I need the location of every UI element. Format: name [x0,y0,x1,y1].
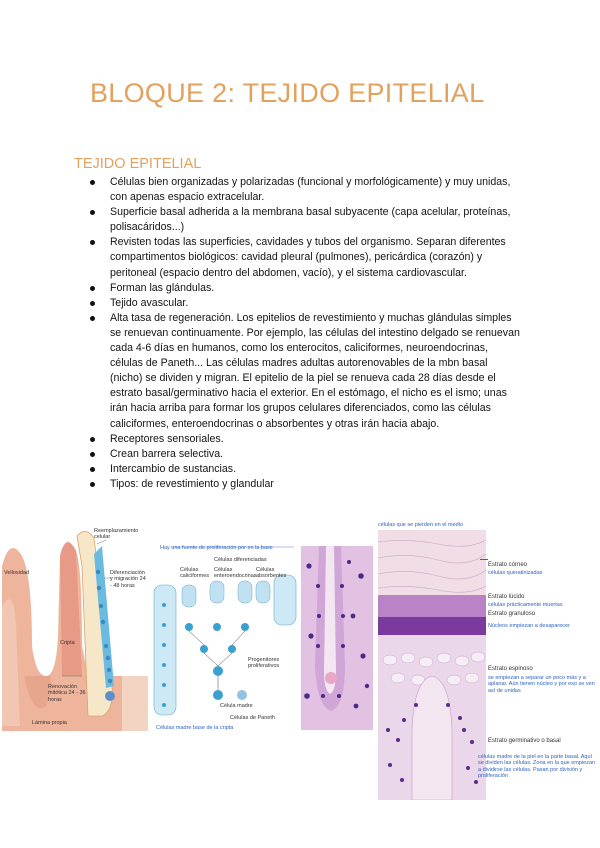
villus-label-replacement: Reemplazamiento celular [94,528,139,541]
villus-label-villus: Vellosidad [4,570,30,576]
stem-label-paneth: Células de Paneth [230,715,275,721]
skin-label-top: células que se pierden en el medio [378,522,464,528]
stem-label-stem: Célula madre [220,703,253,709]
stem-label-top-note: Hay una fuente de proliferación por en la base [160,545,273,551]
skin-label-lucidum: Estrato lúcido [488,594,525,600]
villus-label-lamina: Lámina propia [32,720,67,726]
skin-label-spinosum: Estrato espinoso [488,666,533,672]
bullet-item: Revisten todas las superficies, cavidades y tubos del organismo. Separan diferentes compartimentos biológicos: cavidad pleural (pulmones), pericárdica (corazón) y peritoneal (espacio dentro del abdomen, vacío), y el sistema cardiovascular. [90,235,522,280]
skin-label-granulosum-note: Núcleos empiezan a desaparecer [488,623,570,629]
bullet-item: Células bien organizadas y polarizadas (funcional y morfológicamente) y muy unidas, con apenas espacio extracelular. [90,175,522,205]
skin-label-spinosum-note: se empiezan a separar un poco más y a aplanar. Aún tienen núcleo y por eso se ven así de unidas [488,675,595,694]
page-title: BLOQUE 2: TEJIDO EPITELIAL [90,78,485,108]
skin-label-lucidum-note: células prácticamente muertas [488,602,563,608]
stem-label-differentiated: Células diferenciadas [214,557,267,563]
skin-micrograph-drawing [378,530,486,800]
bullet-item: Tejido avascular. [90,296,522,311]
bullet-item: Receptores sensoriales. [90,432,522,447]
villus-illustration [2,526,148,731]
bullet-item: Intercambio de sustancias. [90,462,522,477]
stem-cell-diagram [152,545,298,735]
skin-annot-line [480,559,488,560]
section-heading: TEJIDO EPITELIAL [74,156,202,172]
skin-annotations [378,520,600,810]
villus-label-renewal: Renovación mitótica 24 - 36 horas [48,684,86,703]
skin-label-corneum-note: células queratinizadas [488,570,543,576]
stem-label-progenitors: Progenitores proliferativos [248,657,280,670]
skin-label-basale-note: células madre de la piel en la parte basal. Aquí se dividen las células. Zona en la que empiezan a dividirse las células. Pasan por división y proliferación [478,754,596,780]
skin-label-basale: Estrato germinativo o basal [488,738,561,744]
bullet-item: Superficie basal adherida a la membrana basal subyacente (capa acelular, proteínas, polisacáridos...) [90,205,522,235]
skin-micrograph [378,530,486,800]
villus-label-differentiation: Diferenciación y migración 24 - 48 horas [110,570,146,589]
villus-label-crypt: Cripta [60,640,75,646]
gland-micrograph [301,546,373,730]
skin-label-granulosum: Estrato granuloso [488,611,536,617]
stem-label-bottom-note: Células madre base de la cripta [156,725,234,731]
bullet-item: Tipos: de revestimiento y glandular [90,477,522,492]
gland-micrograph-drawing [301,546,373,730]
stem-label-goblet: Células caliciformes [180,567,210,580]
bullet-item: Crean barrera selectiva. [90,447,522,462]
bullet-item: Forman las glándulas. [90,281,522,296]
stem-label-enteroendocrine: Células enteroendocrinas [214,567,257,580]
bullet-item: Alta tasa de regeneración. Los epitelios de revestimiento y muchas glándulas simples se renuevan continuamente. Por ejemplo, las células del intestino delgado se renuevan cada 4-6 días en humanos, como los enterocitos, caliciformes, neuroendocrinas, células de Paneth... Las células madres adultas autorenovables de la mbn basal (nicho) se dividen y migran. El epitelio de la piel se renueva cada 28 días desde el estrato basal/germinativo hacia el exterior. En el estómago, el nicho es el ismo; unas irán hacia arriba para formar los grupos celulares diferenciados, como las células caliciformes, enteroendocrinas o absorbentes y otras irán hacia abajo. [90,311,522,432]
skin-label-corneum: Estrato córneo [488,562,528,568]
bullet-list [90,175,522,492]
stem-label-absorptive: Células absorbentes [256,567,287,580]
